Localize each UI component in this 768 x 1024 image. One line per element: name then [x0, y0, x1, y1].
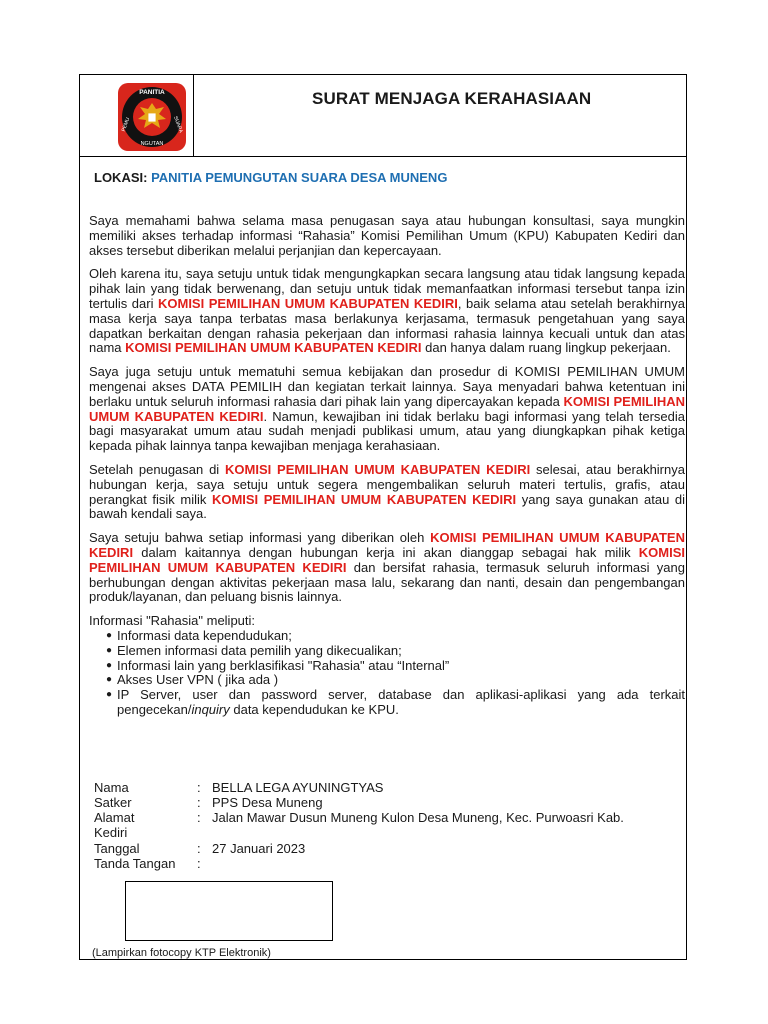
document-body — [89, 214, 685, 718]
info-list — [89, 629, 685, 718]
panitia-pemungutan-suara-logo — [116, 81, 188, 153]
paragraph-1: Saya memahami bahwa selama masa penugasan saya atau hubungan konsultasi, saya mungkin memiliki akses terhadap informasi “Rahasia” Komisi Pemilihan Umum (KPU) Kabupaten Kediri dan akses tersebut diberikan melalui perjanjian dan kepercayaan. — [89, 213, 685, 258]
highlight-kpu: KOMISI PEMILIHAN UMUM KABUPATEN KEDIRI — [89, 393, 685, 424]
logo-text-bottom: NGUTAN — [140, 141, 164, 147]
alamat-value: Jalan Mawar Dusun Muneng Kulon Desa Muneng, Kec. Purwoasri Kab. — [212, 810, 624, 825]
highlight-kpu: KOMISI PEMILIHAN UMUM KABUPATEN KEDIRI — [125, 340, 422, 356]
field-tanda-tangan: Tanda Tangan : — [94, 856, 201, 871]
field-tanggal: Tanggal : 27 Januari 2023 — [94, 841, 306, 856]
field-satker: Satker : PPS Desa Muneng — [94, 795, 323, 810]
field-alamat: Alamat : Jalan Mawar Dusun Muneng Kulon Desa Muneng, Kec. Purwoasri Kab. — [94, 810, 624, 825]
paragraph-4: Setelah penugasan di KOMISI PEMILIHAN UMUM KABUPATEN KEDIRI selesai, atau berakhirnya hubungan kerja, saya setuju untuk segera mengembalikan seluruh materi tertulis, grafis, atau perangkat fisik milik KOMISI PEMILIHAN UMUM KABUPATEN KEDIRI yang saya gunakan atau di bawah kendali saya. — [89, 461, 685, 522]
field-alamat-cont: Kediri — [94, 825, 128, 840]
logo-text-right: SUARA — [172, 115, 184, 134]
highlight-kpu: KOMISI PEMILIHAN UMUM KABUPATEN KEDIRI — [211, 491, 517, 507]
highlight-kpu: KOMISI PEMILIHAN UMUM KABUPATEN KEDIRI — [89, 530, 685, 560]
list-item: ● Elemen informasi data pemilih yang dikecualikan; — [89, 644, 685, 659]
paragraph-2: Oleh karena itu, saya setuju untuk tidak mengungkapkan secara langsung atau tidak langsung kepada pihak lain yang tidak berwenang, dan setuju untuk tidak memanfaatkan informasi tersebut tanpa izin tertulis dari KOMISI PEMILIHAN UMUM KABUPATEN KEDIRI, baik selama atau setelah berakhirnya masa kerja saya tanpa terbatas masa berlakunya kerjasama, termasuk pengetahuan yang saya dapatkan berkaitan dengan rahasia pekerjaan dan informasi rahasia lainnya kecuali untuk dan atas nama KOMISI PEMILIHAN UMUM KABUPATEN KEDIRI dan hanya dalam ruang lingkup pekerjaan. — [89, 266, 685, 356]
list-item: ● IP Server, user dan password server, database dan aplikasi-aplikasi yang ada terkait pengecekan/inquiry data kependudukan ke KPU. — [89, 688, 685, 718]
logo-text-top: PANITIA — [139, 89, 165, 96]
info-list-intro: Informasi "Rahasia" meliputi: — [89, 613, 256, 629]
document-title: SURAT MENJAGA KERAHASIAAN — [312, 89, 592, 108]
logo-cell — [80, 75, 194, 157]
location-line — [94, 170, 447, 185]
footnote: (Lampirkan fotocopy KTP Elektronik) — [92, 947, 271, 959]
highlight-kpu: KOMISI PEMILIHAN UMUM KABUPATEN KEDIRI — [157, 295, 458, 311]
logo-text-left: PEMU — [120, 116, 132, 133]
header-row — [80, 75, 686, 157]
list-item: ● Akses User VPN ( jika ada ) — [89, 673, 685, 688]
list-item: ● Informasi lain yang berklasifikasi "Rahasia" atau “Internal” — [89, 659, 685, 674]
satker-value: PPS Desa Muneng — [212, 795, 323, 810]
location-label: LOKASI: — [94, 170, 148, 185]
list-item: ● Informasi data kependudukan; — [89, 629, 685, 644]
field-nama: Nama : BELLA LEGA AYUNINGTYAS — [94, 780, 384, 795]
document-frame — [79, 74, 687, 960]
tanggal-value: 27 Januari 2023 — [212, 841, 306, 856]
location-value: PANITIA PEMUNGUTAN SUARA DESA MUNENG — [151, 170, 448, 185]
highlight-kpu: KOMISI PEMILIHAN UMUM KABUPATEN KEDIRI — [89, 544, 685, 575]
signature-box — [125, 881, 333, 941]
paragraph-5: Saya setuju bahwa setiap informasi yang diberikan oleh KOMISI PEMILIHAN UMUM KABUPATEN KEDIRI dalam kaitannya dengan hubungan kerja ini akan dianggap sebagai hak milik KOMISI PEMILIHAN UMUM KABUPATEN KEDIRI dan bersifat rahasia, termasuk seluruh informasi yang berhubungan dengan aktivitas pekerjaan masa lalu, sekarang dan nanti, desain dan pengembangan produk/layanan, dan peluang bisnis lainnya. — [89, 530, 685, 605]
nama-value: BELLA LEGA AYUNINGTYAS — [212, 780, 384, 795]
paragraph-3: Saya juga setuju untuk mematuhi semua kebijakan dan prosedur di KOMISI PEMILIHAN UMUM mengenai akses DATA PEMILIH dan kegiatan terkait lainnya. Saya menyadari bahwa ketentuan ini berlaku untuk seluruh informasi rahasia dari pihak lain yang dipercayakan kepada KOMISI PEMILIHAN UMUM KABUPATEN KEDIRI. Namun, kewajiban ini tidak berlaku bagi informasi yang telah tersedia bagi masyarakat umum atau sudah menjadi publikasi umum, atau yang diungkapkan pihak ketiga kepada pihak lainnya tanpa kewajiban menjaga kerahasiaan. — [89, 364, 685, 454]
highlight-kpu: KOMISI PEMILIHAN UMUM KABUPATEN KEDIRI — [225, 461, 531, 477]
signer-fields — [94, 781, 684, 872]
